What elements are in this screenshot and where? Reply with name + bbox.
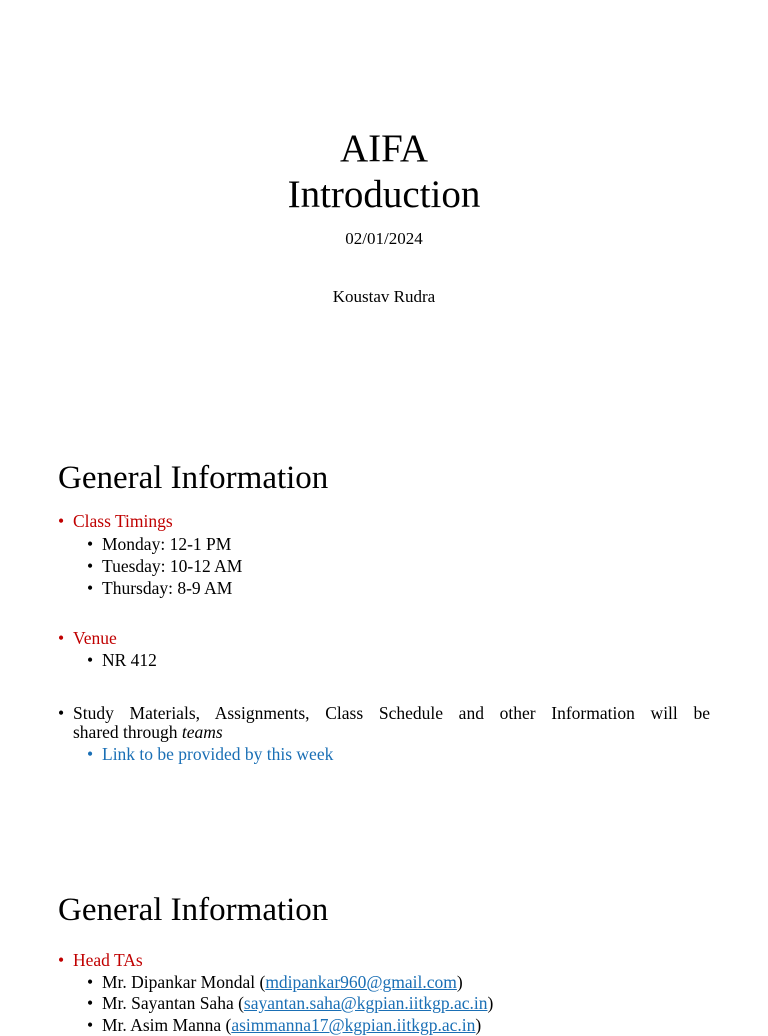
venue-item: • NR 412 bbox=[87, 650, 157, 670]
presentation-title-line1: AIFA bbox=[339, 127, 429, 170]
ta-item: • Mr. Sayantan Saha (sayantan.saha@kgpian.iitkgp.ac.in) bbox=[87, 993, 494, 1013]
head-tas-bullet: • Head TAs bbox=[58, 950, 143, 970]
presentation-author: Koustav Rudra bbox=[332, 287, 436, 306]
timing-item-tuesday: • Tuesday: 10-12 AM bbox=[87, 556, 243, 576]
bullet-icon: • bbox=[87, 993, 94, 1013]
general-information-slide-1 bbox=[0, 432, 768, 864]
presentation-title-line2: Introduction bbox=[287, 173, 481, 216]
study-materials-bullet: • Study Materials, Assignments, Class Schedule and other Information will be shared through teams bbox=[58, 703, 710, 742]
slide-heading: General Information bbox=[58, 460, 329, 496]
bullet-icon: • bbox=[87, 1015, 94, 1035]
ta-email-link[interactable]: asimmanna17@kgpian.iitkgp.ac.in bbox=[231, 1015, 476, 1035]
bullet-icon: • bbox=[58, 628, 65, 648]
timing-item-thursday: • Thursday: 8-9 AM bbox=[87, 578, 233, 598]
bullet-icon: • bbox=[58, 703, 65, 723]
ta-item: • Mr. Asim Manna (asimmanna17@kgpian.iitkgp.ac.in) bbox=[87, 1015, 482, 1035]
general-information-slide-2 bbox=[0, 864, 768, 1035]
bullet-icon: • bbox=[87, 578, 94, 598]
presentation-date: 02/01/2024 bbox=[345, 229, 423, 248]
ta-email-link[interactable]: sayantan.saha@kgpian.iitkgp.ac.in bbox=[243, 993, 488, 1013]
bullet-icon: • bbox=[87, 650, 94, 670]
bullet-icon: • bbox=[58, 950, 65, 970]
bullet-icon: • bbox=[58, 511, 65, 531]
bullet-icon: • bbox=[87, 744, 94, 764]
title-slide bbox=[0, 0, 768, 432]
class-timings-bullet: • Class Timings bbox=[58, 511, 173, 531]
ta-item: • Mr. Dipankar Mondal (mdipankar960@gmail.com) bbox=[87, 972, 463, 992]
bullet-icon: • bbox=[87, 972, 94, 992]
venue-bullet: • Venue bbox=[58, 628, 117, 648]
ta-email-link[interactable]: mdipankar960@gmail.com bbox=[265, 972, 457, 992]
bullet-icon: • bbox=[87, 556, 94, 576]
bullet-icon: • bbox=[87, 534, 94, 554]
timing-item-monday: • Monday: 12-1 PM bbox=[87, 534, 232, 554]
link-note-bullet: • Link to be provided by this week bbox=[87, 744, 334, 764]
slide-heading: General Information bbox=[58, 892, 329, 928]
